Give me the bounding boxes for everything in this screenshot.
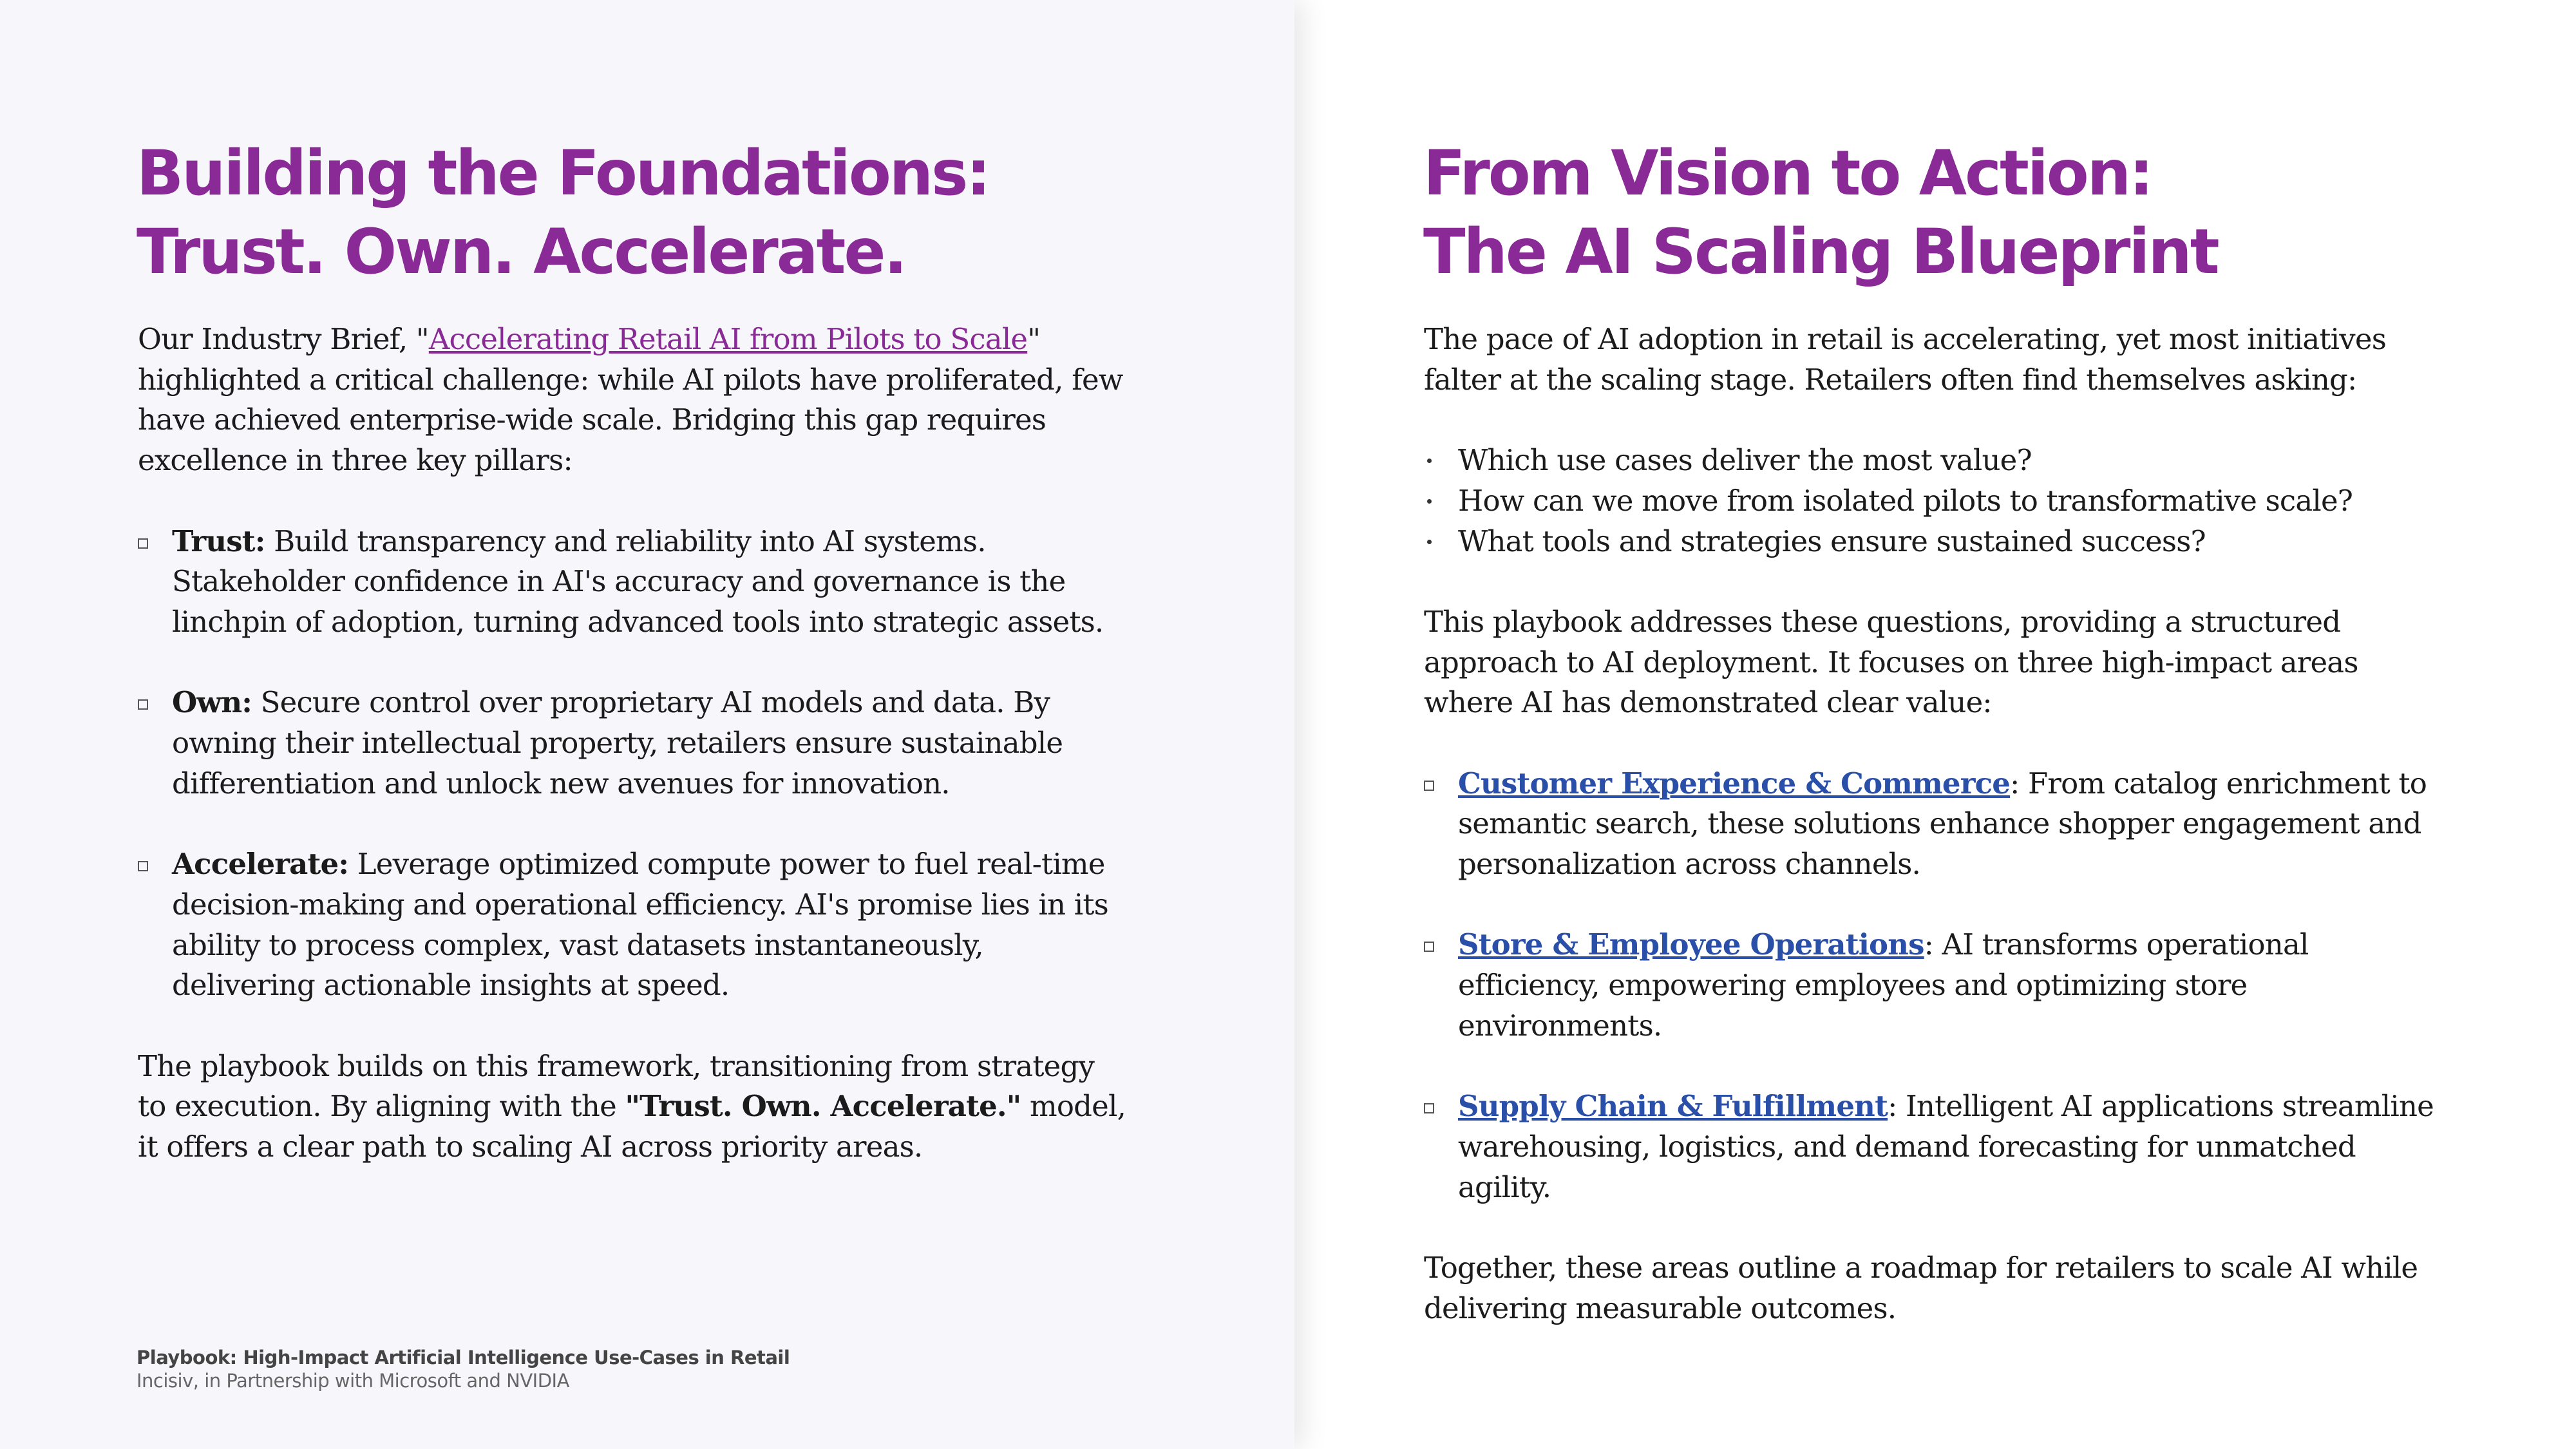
area-text: : From catalog enrichment to semantic search, these solutions enhance shopper engagement and personalization across channels. (1458, 766, 2427, 882)
bullet-dot-icon (1427, 459, 1432, 463)
bullet-dot-icon (1427, 499, 1432, 504)
supply-chain-link[interactable]: Supply Chain & Fulfillment (1458, 1089, 1888, 1124)
area-text: : AI transforms operational efficiency, empowering employees and optimizing store environments. (1458, 927, 2309, 1043)
pillar-label: Trust: (172, 524, 265, 558)
checkbox-icon (138, 861, 148, 871)
bullet-dot-icon (1427, 540, 1432, 544)
checkbox-icon (1424, 781, 1434, 791)
right-heading-line-2: The AI Scaling Blueprint (1423, 216, 2218, 288)
pillar-label: Accelerate: (172, 847, 349, 882)
pillar-trust (138, 522, 1130, 643)
checkbox-icon (138, 699, 148, 710)
checkbox-icon (138, 538, 148, 549)
pillar-text: Leverage optimized compute power to fuel real-time decision-making and operational efficiency. AI's promise lies in its ability to process complex, vast datasets instantaneously, delivering actionable insights at speed. (172, 847, 1108, 1003)
footer (137, 1346, 790, 1392)
right-page (1294, 0, 2576, 1449)
left-body (138, 319, 1130, 1168)
industry-brief-link[interactable]: Accelerating Retail AI from Pilots to Scale (428, 322, 1028, 356)
playbook-paragraph: This playbook addresses these questions, providing a structured approach to AI deployment. It focuses on three high-impact areas where AI has demonstrated clear value: (1424, 604, 2358, 720)
right-intro-paragraph: The pace of AI adoption in retail is accelerating, yet most initiatives falter at the scaling stage. Retailers often find themselves asking: (1424, 322, 2387, 397)
right-heading (1423, 134, 2218, 291)
store-operations-link[interactable]: Store & Employee Operations (1458, 927, 1924, 962)
right-body (1424, 319, 2448, 1329)
pillar-text: Build transparency and reliability into AI systems. Stakeholder confidence in AI's accuracy and governance is the linchpin of adoption, turning advanced tools into strategic assets. (172, 524, 1104, 639)
area-store-operations (1424, 925, 2448, 1046)
right-heading-line-1: From Vision to Action: (1423, 137, 2152, 209)
pillar-text: Secure control over proprietary AI models and data. By owning their intellectual property, retailers ensure sustainable differentiation and unlock new avenues for innovation. (172, 685, 1063, 800)
question-item: What tools and strategies ensure sustained success? (1424, 522, 2448, 562)
left-intro-paragraph: Our Industry Brief, "Accelerating Retail AI from Pilots to Scale" highlighted a critical challenge: while AI pilots have proliferated, few have achieved enterprise-wide scale. Bridging this gap requires excellence in three key pillars: (138, 322, 1123, 478)
area-text: : Intelligent AI applications streamline warehousing, logistics, and demand forecasting for unmatched agility. (1458, 1089, 2434, 1204)
checkbox-icon (1424, 1103, 1434, 1113)
left-closing-paragraph: The playbook builds on this framework, transitioning from strategy to execution. By aligning with the "Trust. Own. Accelerate." model, it offers a clear path to scaling AI across priority areas. (138, 1048, 1126, 1164)
checkbox-icon (1424, 942, 1434, 952)
left-heading (137, 134, 989, 291)
area-supply-chain (1424, 1086, 2448, 1208)
right-closing-paragraph: Together, these areas outline a roadmap for retailers to scale AI while delivering measurable outcomes. (1424, 1251, 2418, 1325)
question-item: How can we move from isolated pilots to transformative scale? (1424, 481, 2448, 522)
question-item: Which use cases deliver the most value? (1424, 440, 2448, 481)
pillar-own (138, 683, 1130, 804)
pillar-label: Own: (172, 685, 252, 720)
left-heading-line-1: Building the Foundations: (137, 137, 989, 209)
pillar-accelerate (138, 844, 1130, 1006)
footer-subtitle: Incisiv, in Partnership with Microsoft and NVIDIA (137, 1370, 569, 1392)
left-heading-line-2: Trust. Own. Accelerate. (137, 216, 905, 288)
footer-title: Playbook: High-Impact Artificial Intelligence Use-Cases in Retail (137, 1347, 790, 1368)
customer-experience-link[interactable]: Customer Experience & Commerce (1458, 766, 2011, 800)
area-customer-experience (1424, 764, 2448, 885)
